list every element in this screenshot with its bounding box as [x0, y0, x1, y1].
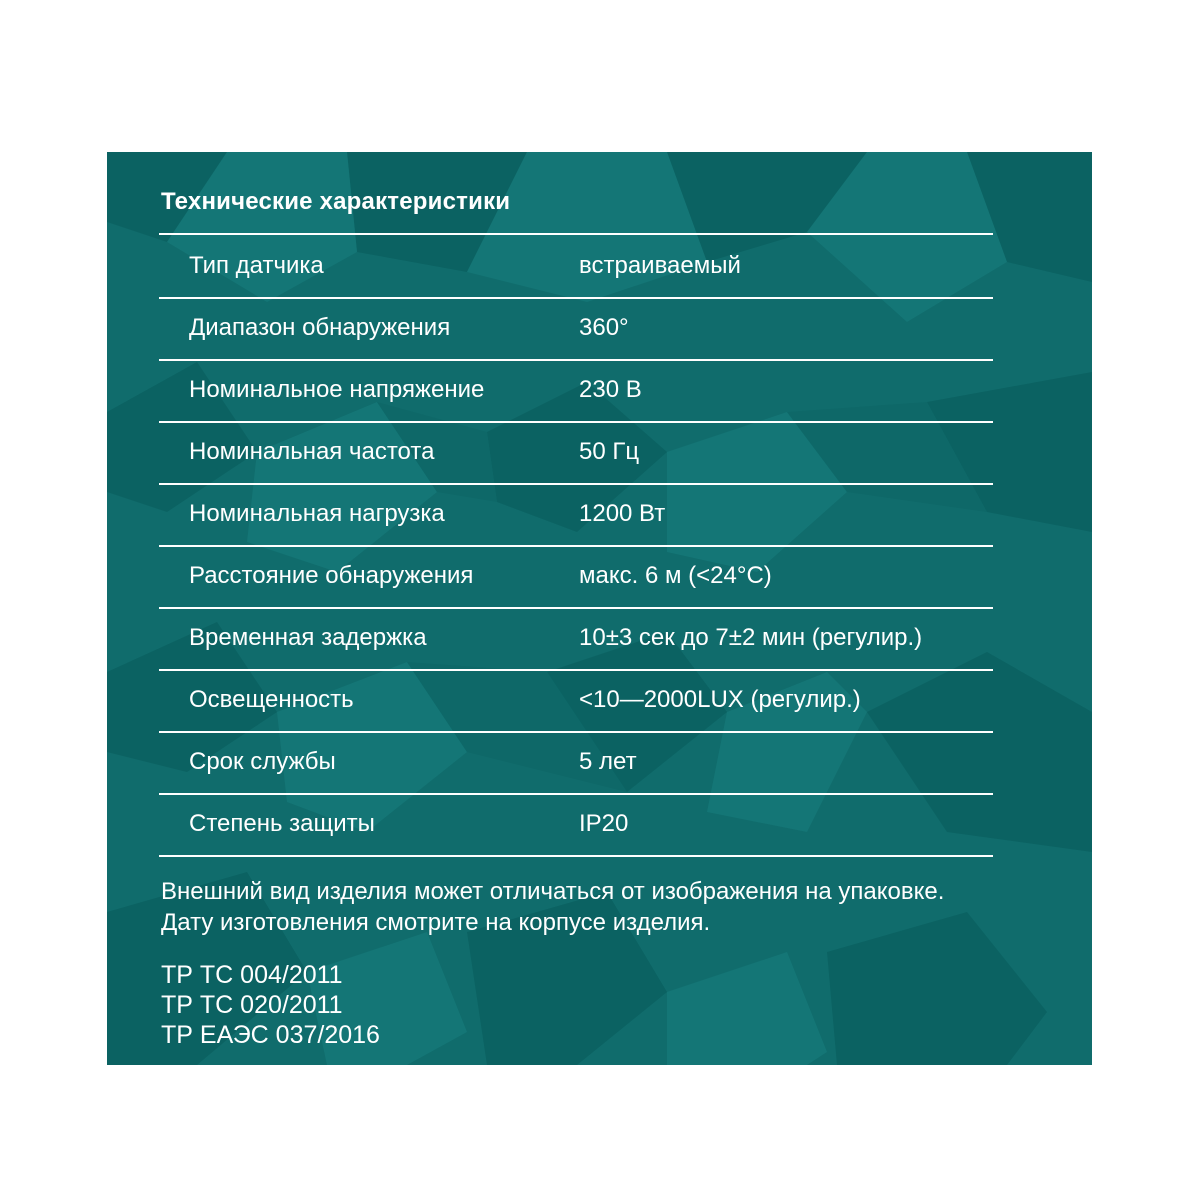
certification-item: ТР ЕАЭС 037/2016 — [161, 1021, 380, 1049]
spec-value: IP20 — [579, 810, 629, 837]
certification-item: ТР ТС 020/2011 — [161, 991, 343, 1019]
note-appearance: Внешний вид изделия может отличаться от изображения на упаковке. — [161, 878, 945, 905]
certification-list — [161, 960, 380, 1050]
spec-value: <10—2000LUX (регулир.) — [579, 686, 861, 713]
spec-value: 360° — [579, 314, 629, 341]
spec-label: Номинальная частота — [189, 438, 435, 465]
spec-row-voltage — [159, 360, 993, 420]
spec-label: Освещенность — [189, 686, 354, 713]
spec-row-sensor-type — [159, 236, 993, 296]
divider — [159, 855, 993, 857]
spec-row-service-life — [159, 732, 993, 792]
spec-value: 50 Гц — [579, 438, 640, 465]
spec-title: Технические характеристики — [161, 188, 511, 215]
spec-label: Тип датчика — [189, 252, 324, 279]
spec-value: 230 В — [579, 376, 642, 403]
spec-label: Номинальная нагрузка — [189, 500, 445, 527]
spec-row-time-delay — [159, 608, 993, 668]
spec-label: Диапазон обнаружения — [189, 314, 451, 341]
spec-row-protection-degree — [159, 794, 993, 854]
spec-label: Номинальное напряжение — [189, 376, 485, 403]
spec-row-frequency — [159, 422, 993, 482]
spec-label: Срок службы — [189, 748, 336, 775]
spec-row-load — [159, 484, 993, 544]
divider — [159, 233, 993, 235]
spec-label: Степень защиты — [189, 810, 375, 837]
spec-value: 1200 Вт — [579, 500, 666, 527]
spec-value: 10±3 сек до 7±2 мин (регулир.) — [579, 624, 923, 651]
product-notes — [161, 876, 944, 938]
note-manufacture-date: Дату изготовления смотрите на корпусе изделия. — [161, 909, 711, 936]
certification-item: ТР ТС 004/2011 — [161, 961, 343, 989]
spec-content — [107, 152, 1092, 1065]
spec-value: макс. 6 м (<24°С) — [579, 562, 772, 589]
spec-row-detection-distance — [159, 546, 993, 606]
spec-panel — [107, 152, 1092, 1065]
spec-value: 5 лет — [579, 748, 637, 775]
spec-label: Временная задержка — [189, 624, 427, 651]
spec-label: Расстояние обнаружения — [189, 562, 474, 589]
spec-row-illuminance — [159, 670, 993, 730]
spec-row-detection-range — [159, 298, 993, 358]
spec-value: встраиваемый — [579, 252, 741, 279]
